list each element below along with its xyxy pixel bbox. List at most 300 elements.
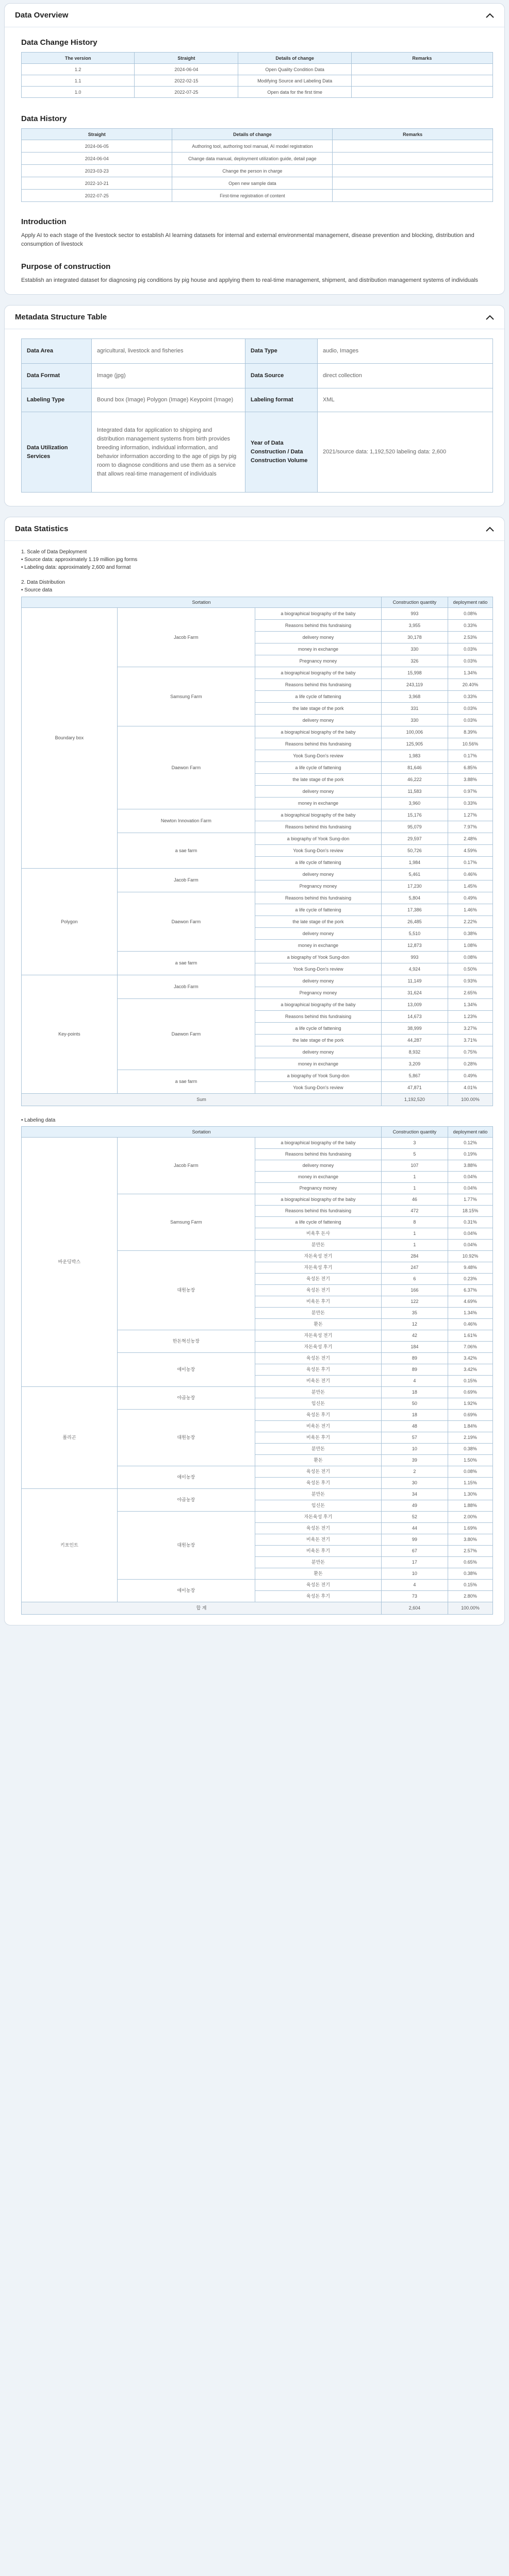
quantity-cell: 29,597 bbox=[381, 833, 448, 845]
ratio-cell: 0.31% bbox=[448, 1217, 492, 1228]
category-cell: the late stage of the pork bbox=[255, 703, 381, 715]
category-cell: the late stage of the pork bbox=[255, 774, 381, 786]
metadata-value: Image (jpg) bbox=[92, 364, 245, 388]
ratio-cell: 1.34% bbox=[448, 999, 492, 1011]
table-cell: 2022-10-21 bbox=[22, 177, 172, 190]
category-cell: Yook Sung-Don's review bbox=[255, 963, 381, 975]
quantity-cell: 12,873 bbox=[381, 940, 448, 952]
quantity-cell: 5,867 bbox=[381, 1070, 448, 1082]
quantity-cell: 4 bbox=[381, 1376, 448, 1387]
ratio-cell: 10.56% bbox=[448, 738, 492, 750]
quantity-cell: 4,924 bbox=[381, 963, 448, 975]
group-cell: Boundary box bbox=[22, 608, 118, 869]
quantity-cell: 284 bbox=[381, 1251, 448, 1262]
category-cell: a life cycle of fattening bbox=[255, 1023, 381, 1035]
category-cell: Pregnancy money bbox=[255, 1183, 381, 1194]
category-cell: delivery money bbox=[255, 928, 381, 940]
farm-cell: Newton Innovation Farm bbox=[117, 809, 255, 833]
column-header: Remarks bbox=[351, 53, 492, 64]
total-row bbox=[22, 1602, 493, 1615]
farm-cell: Daewon Farm bbox=[117, 726, 255, 809]
category-cell: Pregnancy money bbox=[255, 655, 381, 667]
farm-cell: 애이농장 bbox=[117, 1353, 255, 1387]
category-cell: 자돈육성 후기 bbox=[255, 1512, 381, 1523]
category-cell: Reasons behind this fundraising bbox=[255, 679, 381, 691]
category-cell: 비육돈 전기 bbox=[255, 1376, 381, 1387]
text-line: 1. Scale of Data Deployment bbox=[21, 549, 87, 555]
quantity-cell: 2 bbox=[381, 1466, 448, 1478]
category-cell: 육성돈 후기 bbox=[255, 1364, 381, 1376]
ratio-cell: 1.34% bbox=[448, 1308, 492, 1319]
quantity-cell: 46 bbox=[381, 1194, 448, 1206]
group-cell: Polygon bbox=[22, 869, 118, 975]
ratio-cell: 6.85% bbox=[448, 762, 492, 774]
column-header: Remarks bbox=[333, 129, 493, 140]
farm-cell: a sae farm bbox=[117, 952, 255, 975]
ratio-cell: 3.88% bbox=[448, 774, 492, 786]
total-ratio: 100.00% bbox=[448, 1094, 492, 1106]
ratio-cell: 0.38% bbox=[448, 928, 492, 940]
text-line: 2. Data Distribution bbox=[21, 580, 65, 585]
category-cell: Reasons behind this fundraising bbox=[255, 1206, 381, 1217]
category-cell: 분만돈 bbox=[255, 1387, 381, 1398]
quantity-cell: 10 bbox=[381, 1444, 448, 1455]
ratio-cell: 0.15% bbox=[448, 1376, 492, 1387]
quantity-cell: 5,804 bbox=[381, 892, 448, 904]
quantity-cell: 34 bbox=[381, 1489, 448, 1500]
category-cell: 자돈육성 후기 bbox=[255, 1262, 381, 1274]
ratio-cell: 0.49% bbox=[448, 892, 492, 904]
category-cell: 비육돈 전기 bbox=[255, 1421, 381, 1432]
category-cell: 육성돈 후기 bbox=[255, 1410, 381, 1421]
table-cell bbox=[351, 75, 492, 87]
quantity-cell: 11,149 bbox=[381, 975, 448, 987]
ratio-cell: 1.30% bbox=[448, 1489, 492, 1500]
category-cell: Reasons behind this fundraising bbox=[255, 620, 381, 632]
farm-cell: 대원농장 bbox=[117, 1410, 255, 1466]
total-row bbox=[22, 1094, 493, 1106]
quantity-cell: 44 bbox=[381, 1523, 448, 1534]
ratio-cell: 2.57% bbox=[448, 1546, 492, 1557]
metadata-header[interactable] bbox=[5, 306, 504, 329]
quantity-cell: 1 bbox=[381, 1172, 448, 1183]
metadata-table bbox=[21, 338, 493, 493]
quantity-cell: 330 bbox=[381, 715, 448, 726]
metadata-row bbox=[22, 388, 493, 412]
ratio-cell: 9.48% bbox=[448, 1262, 492, 1274]
ratio-cell: 0.15% bbox=[448, 1580, 492, 1591]
quantity-cell: 11,583 bbox=[381, 786, 448, 798]
ratio-cell: 0.65% bbox=[448, 1557, 492, 1568]
ratio-cell: 0.04% bbox=[448, 1240, 492, 1251]
category-cell: Pregnancy money bbox=[255, 987, 381, 999]
category-cell: 비육돈 후기 bbox=[255, 1296, 381, 1308]
ratio-cell: 0.08% bbox=[448, 1466, 492, 1478]
metadata-value: audio, Images bbox=[318, 339, 493, 364]
chevron-up-icon[interactable] bbox=[483, 310, 497, 325]
ratio-cell: 3.27% bbox=[448, 1023, 492, 1035]
table-cell: 2024-06-05 bbox=[22, 140, 172, 152]
quantity-cell: 3 bbox=[381, 1138, 448, 1149]
category-cell: Reasons behind this fundraising bbox=[255, 1011, 381, 1023]
quantity-cell: 125,905 bbox=[381, 738, 448, 750]
table-cell: 1.1 bbox=[22, 75, 135, 87]
metadata-value: XML bbox=[318, 388, 493, 412]
category-cell: delivery money bbox=[255, 632, 381, 643]
group-cell: 폴리곤 bbox=[22, 1387, 118, 1489]
total-quantity: 1,192,520 bbox=[381, 1094, 448, 1106]
category-cell: Yook Sung-Don's review bbox=[255, 1082, 381, 1094]
ratio-cell: 0.97% bbox=[448, 786, 492, 798]
category-cell: 육성돈 전기 bbox=[255, 1353, 381, 1364]
farm-cell: 야곱농장 bbox=[117, 1489, 255, 1512]
table-cell: First-time registration of content bbox=[172, 190, 333, 202]
group-cell: 바운딩박스 bbox=[22, 1138, 118, 1387]
quantity-cell: 99 bbox=[381, 1534, 448, 1546]
ratio-cell: 4.01% bbox=[448, 1082, 492, 1094]
table-row bbox=[22, 87, 493, 98]
quantity-cell: 52 bbox=[381, 1512, 448, 1523]
ratio-cell: 2.00% bbox=[448, 1512, 492, 1523]
ratio-cell: 0.08% bbox=[448, 608, 492, 620]
quantity-cell: 17 bbox=[381, 1557, 448, 1568]
category-cell: Reasons behind this fundraising bbox=[255, 892, 381, 904]
ratio-cell: 2.53% bbox=[448, 632, 492, 643]
category-cell: Reasons behind this fundraising bbox=[255, 1149, 381, 1160]
quantity-cell: 46,222 bbox=[381, 774, 448, 786]
quantity-cell: 107 bbox=[381, 1160, 448, 1172]
table-cell bbox=[351, 87, 492, 98]
data-overview-header[interactable] bbox=[5, 4, 504, 27]
column-header: Straight bbox=[22, 129, 172, 140]
quantity-cell: 73 bbox=[381, 1591, 448, 1602]
ratio-cell: 2.22% bbox=[448, 916, 492, 928]
farm-cell: Samsung Farm bbox=[117, 667, 255, 726]
category-cell: a life cycle of fattening bbox=[255, 904, 381, 916]
metadata-label: Labeling Type bbox=[22, 388, 92, 412]
quantity-cell: 89 bbox=[381, 1353, 448, 1364]
table-cell: 2024-06-04 bbox=[22, 152, 172, 165]
category-cell: a biographical biography of the baby bbox=[255, 999, 381, 1011]
table-cell: Modifying Source and Labeling Data bbox=[238, 75, 351, 87]
quantity-cell: 243,119 bbox=[381, 679, 448, 691]
category-cell: a biographical biography of the baby bbox=[255, 809, 381, 821]
category-cell: delivery money bbox=[255, 786, 381, 798]
ratio-cell: 3.88% bbox=[448, 1160, 492, 1172]
farm-cell: 애이농장 bbox=[117, 1580, 255, 1602]
category-cell: a life cycle of fattening bbox=[255, 857, 381, 869]
category-cell: Pregnancy money bbox=[255, 880, 381, 892]
category-cell: 환돈 bbox=[255, 1568, 381, 1580]
table-row bbox=[22, 1387, 493, 1398]
metadata-label: Data Utilization Services bbox=[22, 412, 92, 493]
ratio-cell: 0.33% bbox=[448, 691, 492, 703]
ratio-cell: 6.37% bbox=[448, 1285, 492, 1296]
ratio-cell: 7.06% bbox=[448, 1342, 492, 1353]
category-cell: a life cycle of fattening bbox=[255, 1217, 381, 1228]
table-cell bbox=[333, 177, 493, 190]
table-row bbox=[22, 140, 493, 152]
quantity-cell: 14,673 bbox=[381, 1011, 448, 1023]
ratio-cell: 0.69% bbox=[448, 1387, 492, 1398]
table-cell bbox=[333, 190, 493, 202]
text-line: • Source data bbox=[21, 587, 53, 593]
metadata-label: Year of Data Construction / Data Construction Volume bbox=[245, 412, 318, 493]
category-cell: a biographical biography of the baby bbox=[255, 667, 381, 679]
group-cell: Key-points bbox=[22, 975, 118, 1094]
table-cell: 1.0 bbox=[22, 87, 135, 98]
quantity-header: Construction quantity bbox=[381, 1127, 448, 1138]
category-cell: a biographical biography of the baby bbox=[255, 1138, 381, 1149]
farm-cell: 애이농장 bbox=[117, 1466, 255, 1489]
farm-cell: Samsung Farm bbox=[117, 1194, 255, 1251]
quantity-cell: 100,006 bbox=[381, 726, 448, 738]
ratio-cell: 0.23% bbox=[448, 1274, 492, 1285]
group-cell: 키포인트 bbox=[22, 1489, 118, 1602]
quantity-cell: 326 bbox=[381, 655, 448, 667]
metadata-value: direct collection bbox=[318, 364, 493, 388]
ratio-cell: 18.15% bbox=[448, 1206, 492, 1217]
chevron-up-icon[interactable] bbox=[483, 8, 497, 23]
category-cell: a biographical biography of the baby bbox=[255, 1194, 381, 1206]
category-cell: 자돈육성 후기 bbox=[255, 1342, 381, 1353]
quantity-cell: 6 bbox=[381, 1274, 448, 1285]
section-title: Metadata Structure Table bbox=[15, 313, 107, 321]
category-cell: 임신돈 bbox=[255, 1500, 381, 1512]
quantity-cell: 18 bbox=[381, 1387, 448, 1398]
metadata-row bbox=[22, 339, 493, 364]
ratio-cell: 0.04% bbox=[448, 1172, 492, 1183]
ratio-cell: 0.04% bbox=[448, 1228, 492, 1240]
quantity-cell: 330 bbox=[381, 643, 448, 655]
category-cell: 비육돈 전기 bbox=[255, 1534, 381, 1546]
metadata-label: Data Source bbox=[245, 364, 318, 388]
farm-cell: Jacob Farm bbox=[117, 975, 255, 999]
metadata-row bbox=[22, 412, 493, 493]
data-statistics-header[interactable] bbox=[5, 517, 504, 541]
source-data-table bbox=[21, 597, 493, 1106]
table-row bbox=[22, 177, 493, 190]
quantity-cell: 1 bbox=[381, 1183, 448, 1194]
ratio-cell: 1.88% bbox=[448, 1500, 492, 1512]
ratio-cell: 1.69% bbox=[448, 1523, 492, 1534]
category-cell: 분만돈 bbox=[255, 1308, 381, 1319]
ratio-cell: 0.50% bbox=[448, 963, 492, 975]
quantity-cell: 17,386 bbox=[381, 904, 448, 916]
category-cell: a life cycle of fattening bbox=[255, 691, 381, 703]
table-cell: 2022-02-15 bbox=[135, 75, 238, 87]
ratio-cell: 0.38% bbox=[448, 1568, 492, 1580]
category-cell: 환돈 bbox=[255, 1319, 381, 1330]
table-row bbox=[22, 64, 493, 75]
category-cell: the late stage of the pork bbox=[255, 1035, 381, 1046]
data-overview-card bbox=[4, 3, 505, 295]
quantity-cell: 1 bbox=[381, 1228, 448, 1240]
data-statistics-card bbox=[4, 517, 505, 1625]
metadata-value: agricultural, livestock and fisheries bbox=[92, 339, 245, 364]
category-cell: Reasons behind this fundraising bbox=[255, 738, 381, 750]
table-cell: 2022-07-25 bbox=[22, 190, 172, 202]
table-row bbox=[22, 190, 493, 202]
quantity-cell: 44,287 bbox=[381, 1035, 448, 1046]
farm-cell: 야곱농장 bbox=[117, 1387, 255, 1410]
quantity-cell: 5,461 bbox=[381, 869, 448, 880]
category-cell: money in exchange bbox=[255, 1058, 381, 1070]
metadata-label: Data Type bbox=[245, 339, 318, 364]
quantity-cell: 5,510 bbox=[381, 928, 448, 940]
ratio-cell: 1.27% bbox=[448, 809, 492, 821]
sortation-header: Sortation bbox=[22, 597, 382, 608]
quantity-cell: 993 bbox=[381, 952, 448, 963]
category-cell: 환돈 bbox=[255, 1455, 381, 1466]
quantity-cell: 122 bbox=[381, 1296, 448, 1308]
ratio-cell: 0.17% bbox=[448, 857, 492, 869]
table-cell bbox=[351, 64, 492, 75]
ratio-cell: 8.39% bbox=[448, 726, 492, 738]
category-cell: money in exchange bbox=[255, 798, 381, 809]
column-header: Details of change bbox=[238, 53, 351, 64]
ratio-cell: 2.48% bbox=[448, 833, 492, 845]
ratio-cell: 1.45% bbox=[448, 880, 492, 892]
chevron-up-icon[interactable] bbox=[483, 522, 497, 536]
table-row bbox=[22, 975, 493, 987]
category-cell: 임신돈 bbox=[255, 1398, 381, 1410]
metadata-row bbox=[22, 364, 493, 388]
ratio-cell: 10.92% bbox=[448, 1251, 492, 1262]
ratio-cell: 2.19% bbox=[448, 1432, 492, 1444]
table-cell: Open data for the first time bbox=[238, 87, 351, 98]
ratio-cell: 2.65% bbox=[448, 987, 492, 999]
table-cell bbox=[333, 140, 493, 152]
metadata-value: Integrated data for application to shipping and distribution management systems from birth provides breeding information, individual information, and behavior information according to the age of pigs by pig room to diagnose conditions and use them as a service that allows real-time management of individuals bbox=[92, 412, 245, 493]
table-cell bbox=[333, 165, 493, 177]
category-cell: delivery money bbox=[255, 869, 381, 880]
metadata-label: Labeling format bbox=[245, 388, 318, 412]
table-cell: 2024-06-04 bbox=[135, 64, 238, 75]
quantity-cell: 184 bbox=[381, 1342, 448, 1353]
category-cell: 비육후 돈사 bbox=[255, 1228, 381, 1240]
quantity-cell: 8 bbox=[381, 1217, 448, 1228]
farm-cell: Jacob Farm bbox=[117, 1138, 255, 1194]
category-cell: 비육돈 후기 bbox=[255, 1546, 381, 1557]
ratio-cell: 3.80% bbox=[448, 1534, 492, 1546]
metadata-value: 2021/source data: 1,192,520 labeling data: 2,600 bbox=[318, 412, 493, 493]
category-cell: 육성돈 전기 bbox=[255, 1274, 381, 1285]
category-cell: 육성돈 전기 bbox=[255, 1580, 381, 1591]
total-quantity: 2,604 bbox=[381, 1602, 448, 1615]
category-cell: a biographical biography of the baby bbox=[255, 608, 381, 620]
quantity-cell: 1,984 bbox=[381, 857, 448, 869]
table-cell: 2023-03-23 bbox=[22, 165, 172, 177]
history-title: Data History bbox=[21, 114, 67, 123]
quantity-cell: 17,230 bbox=[381, 880, 448, 892]
data-distribution bbox=[21, 579, 493, 594]
quantity-cell: 67 bbox=[381, 1546, 448, 1557]
quantity-cell: 472 bbox=[381, 1206, 448, 1217]
sortation-header: Sortation bbox=[22, 1127, 382, 1138]
quantity-cell: 3,209 bbox=[381, 1058, 448, 1070]
quantity-cell: 95,079 bbox=[381, 821, 448, 833]
category-cell: 자돈육성 전기 bbox=[255, 1251, 381, 1262]
column-header: The version bbox=[22, 53, 135, 64]
category-cell: money in exchange bbox=[255, 940, 381, 952]
ratio-cell: 20.40% bbox=[448, 679, 492, 691]
quantity-cell: 8,932 bbox=[381, 1046, 448, 1058]
category-cell: 육성돈 전기 bbox=[255, 1523, 381, 1534]
quantity-cell: 331 bbox=[381, 703, 448, 715]
quantity-cell: 42 bbox=[381, 1330, 448, 1342]
ratio-cell: 3.42% bbox=[448, 1364, 492, 1376]
ratio-cell: 0.28% bbox=[448, 1058, 492, 1070]
table-row bbox=[22, 1138, 493, 1149]
category-cell: delivery money bbox=[255, 1160, 381, 1172]
quantity-cell: 12 bbox=[381, 1319, 448, 1330]
category-cell: Yook Sung-Don's review bbox=[255, 845, 381, 857]
quantity-cell: 48 bbox=[381, 1421, 448, 1432]
ratio-cell: 0.75% bbox=[448, 1046, 492, 1058]
farm-cell: Daewon Farm bbox=[117, 999, 255, 1070]
quantity-cell: 15,176 bbox=[381, 809, 448, 821]
farm-cell: Jacob Farm bbox=[117, 608, 255, 667]
ratio-cell: 0.49% bbox=[448, 1070, 492, 1082]
quantity-cell: 10 bbox=[381, 1568, 448, 1580]
table-row bbox=[22, 608, 493, 620]
ratio-cell: 0.33% bbox=[448, 798, 492, 809]
ratio-cell: 7.97% bbox=[448, 821, 492, 833]
ratio-cell: 0.19% bbox=[448, 1149, 492, 1160]
quantity-cell: 13,009 bbox=[381, 999, 448, 1011]
category-cell: a life cycle of fattening bbox=[255, 762, 381, 774]
ratio-cell: 0.33% bbox=[448, 620, 492, 632]
category-cell: 분만돈 bbox=[255, 1444, 381, 1455]
ratio-cell: 1.34% bbox=[448, 667, 492, 679]
ratio-cell: 0.69% bbox=[448, 1410, 492, 1421]
category-cell: delivery money bbox=[255, 715, 381, 726]
ratio-cell: 0.03% bbox=[448, 715, 492, 726]
quantity-cell: 30 bbox=[381, 1478, 448, 1489]
text-line: • Labeling data: approximately 2,600 and format bbox=[21, 565, 131, 570]
metadata-label: Data Format bbox=[22, 364, 92, 388]
ratio-cell: 0.03% bbox=[448, 703, 492, 715]
change-history-table bbox=[21, 52, 493, 98]
quantity-cell: 247 bbox=[381, 1262, 448, 1274]
quantity-cell: 57 bbox=[381, 1432, 448, 1444]
quantity-cell: 31,624 bbox=[381, 987, 448, 999]
category-cell: delivery money bbox=[255, 975, 381, 987]
ratio-cell: 1.23% bbox=[448, 1011, 492, 1023]
section-title: Data Overview bbox=[15, 11, 69, 20]
ratio-cell: 0.93% bbox=[448, 975, 492, 987]
category-cell: 분만돈 bbox=[255, 1240, 381, 1251]
ratio-cell: 0.03% bbox=[448, 655, 492, 667]
category-cell: 육성돈 전기 bbox=[255, 1466, 381, 1478]
text-line: • Source data: approximately 1.19 million jpg forms bbox=[21, 557, 138, 563]
farm-cell: a sae farm bbox=[117, 1070, 255, 1094]
ratio-cell: 0.46% bbox=[448, 1319, 492, 1330]
table-cell: 2022-07-25 bbox=[135, 87, 238, 98]
category-cell: 비육돈 후기 bbox=[255, 1432, 381, 1444]
ratio-cell: 4.59% bbox=[448, 845, 492, 857]
table-cell: Change data manual, deployment utilization guide, detail page bbox=[172, 152, 333, 165]
quantity-cell: 3,968 bbox=[381, 691, 448, 703]
table-row bbox=[22, 75, 493, 87]
table-row bbox=[22, 1489, 493, 1500]
ratio-cell: 1.50% bbox=[448, 1455, 492, 1466]
total-ratio: 100.00% bbox=[448, 1602, 492, 1615]
ratio-cell: 0.03% bbox=[448, 643, 492, 655]
category-cell: 육성돈 후기 bbox=[255, 1591, 381, 1602]
ratio-cell: 1.08% bbox=[448, 940, 492, 952]
